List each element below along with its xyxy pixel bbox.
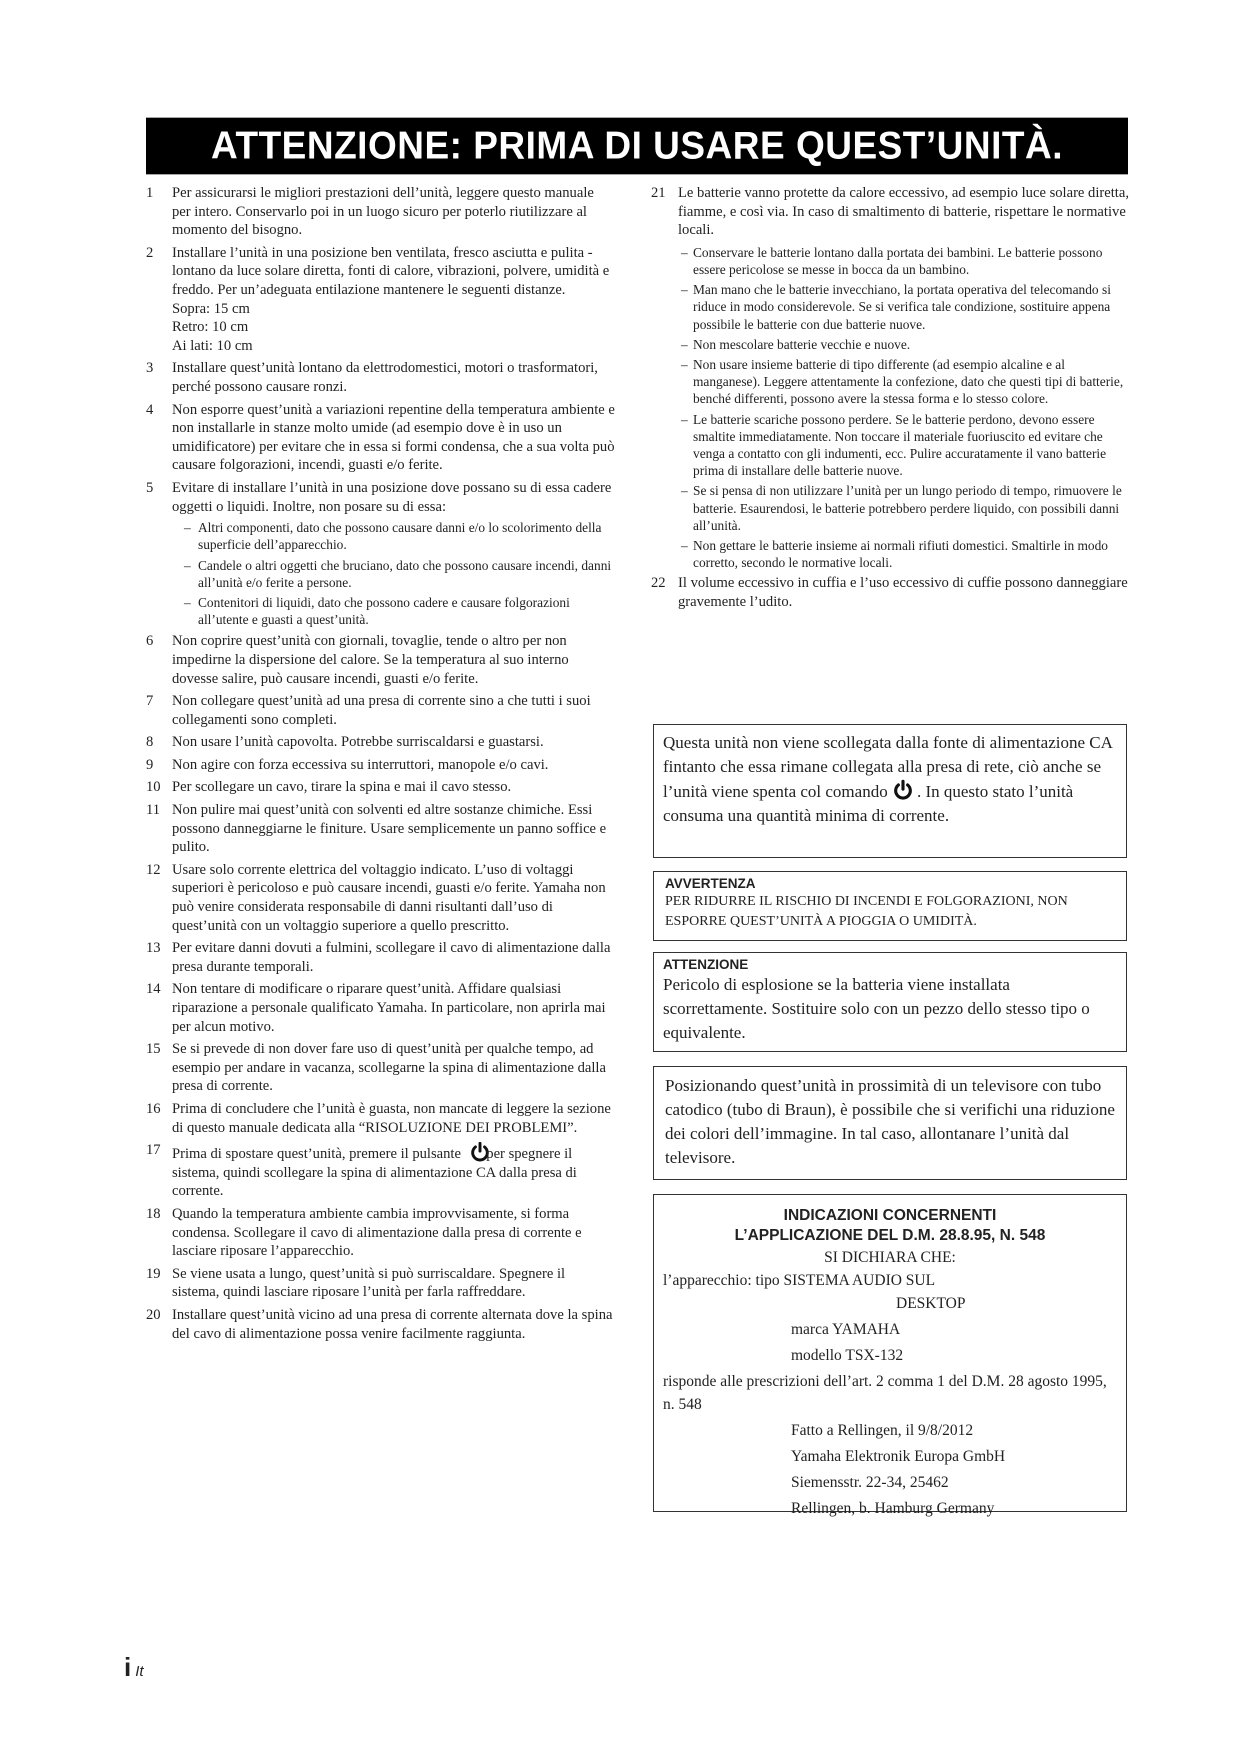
page-number: i xyxy=(124,1652,132,1682)
item-text: Installare l’unità in una posizione ben ventilata, fresco asciutta e pulita - lontano da luce solare diretta, fonti di calore, vibrazioni, polvere, umidità e freddo. Per un’adeguata entilazione mantenere le seguenti distanze. xyxy=(172,244,610,298)
item-text: Quando la temperatura ambiente cambia improvvisamente, si forma condensa. Scollegare il cavo di alimentazione dalla presa di corrente e lasciare riposare l’apparecchio. xyxy=(172,1205,582,1260)
item-text: Se viene usata a lungo, quest’unità si può surriscaldare. Spegnere il sistema, quindi lasciare riposare l’unità per farla raffreddare. xyxy=(172,1265,566,1301)
crt-notice-box xyxy=(653,1066,1127,1180)
list-item xyxy=(146,861,616,935)
item-number: 18 xyxy=(146,1205,161,1222)
power-button-icon xyxy=(892,779,914,801)
safety-list-right xyxy=(651,184,1131,616)
caution-box xyxy=(653,952,1127,1052)
language-code: It xyxy=(135,1663,144,1680)
distance-line: Retro: 10 cm xyxy=(172,319,249,336)
device-brand: marca YAMAHA xyxy=(791,1321,901,1338)
item-number: 5 xyxy=(146,479,154,496)
item-number: 17 xyxy=(146,1142,161,1159)
list-item xyxy=(146,756,616,775)
list-item xyxy=(146,1306,616,1343)
item-text: per spegnere il sistema, quindi scollegare la spina di alimentazione CA dalla presa di corrente. xyxy=(172,1146,577,1200)
item-number: 13 xyxy=(146,940,161,957)
item-number: 20 xyxy=(146,1306,161,1323)
item-text: Usare solo corrente elettrica del voltaggio indicato. L’uso di voltaggi superiori è pericoloso e può causare incendi, guasti e/o ferite. Yamaha non può venire considerata responsabile di danni risultanti dall’uso di quest’unità con un voltaggio superiore a quello prescritto. xyxy=(172,861,606,934)
sub-list-item: – Le batterie scariche possono perdere. Se le batterie perdono, devono essere smaltite immediatamente. Non toccare il materiale fuoriuscito ed evitare che venga a contatto con gli indumenti, ecc. Pulire accuratamente il vano batterie prima di installare delle batterie nuove. xyxy=(651,411,1131,480)
item-number: 12 xyxy=(146,861,161,878)
standby-text-end: . In questo stato l’unità consuma una quantità minima di corrente. xyxy=(663,782,1074,825)
standby-notice-box xyxy=(653,724,1127,858)
item-text: Installare quest’unità lontano da elettrodomestici, motori o trasformatori, perché possono causare ronzi. xyxy=(172,360,598,395)
list-item xyxy=(146,692,616,729)
item-text: Il volume eccessivo in cuffia e l’uso eccessivo di cuffie possono danneggiare gravemente l’udito. xyxy=(678,575,1128,611)
caution-title: ATTENZIONE xyxy=(663,957,749,972)
list-item xyxy=(651,574,1131,611)
item-text: Non esporre quest’unità a variazioni repentine della temperatura ambiente e non installarle in stanze molto umide (ad esempio dove è in uso un umidificatore) per evitare che in essa si formi condensa, che a sua volta può causare folgorazioni, incendi, guasti e/o ferite. xyxy=(172,401,615,474)
item-text: Prima di concludere che l’unità è guasta, non mancate di leggere la sezione di questo manuale dedicata alla “RISOLUZIONE DEI PROBLEMI”. xyxy=(172,1100,611,1136)
list-item xyxy=(146,1205,616,1261)
item-text: Se si prevede di non dover fare uso di quest’unità per qualche tempo, ad esempio per andare in vacanza, scollegarne la spina di alimentazione dalla presa di corrente. xyxy=(172,1041,606,1095)
compliance-text: risponde alle prescrizioni dell’art. 2 comma 1 del D.M. 28 agosto 1995, n. 548 xyxy=(663,1373,1107,1413)
list-item xyxy=(146,244,616,356)
list-item xyxy=(146,980,616,1036)
warning-title: AVVERTENZA xyxy=(665,876,756,891)
sub-list-item: – Contenitori di liquidi, dato che possono cadere e causare folgorazioni all’utente e guasti a quest’unità. xyxy=(172,594,616,628)
sub-list-item: – Conservare le batterie lontano dalla portata dei bambini. Le batterie possono essere pericolose se messe in bocca da un bambino. xyxy=(651,244,1131,278)
item-text: Non collegare quest’unità ad una presa di corrente sino a che tutti i suoi collegamenti sono completi. xyxy=(172,693,591,728)
sub-list-item: – Non mescolare batterie vecchie e nuove. xyxy=(651,336,1131,353)
company-street: Siemensstr. 22-34, 25462 xyxy=(791,1474,949,1491)
standby-text: Questa unità non viene scollegata dalla fonte di alimentazione CA fintanto che essa rimane collegata alla presa di rete, ciò anche se l’unità viene spenta col comando xyxy=(663,733,1112,801)
item-number: 21 xyxy=(651,185,666,201)
device-model: modello TSX-132 xyxy=(791,1347,904,1364)
item-number: 1 xyxy=(146,185,154,201)
item-number: 4 xyxy=(146,401,154,418)
sub-list-item: – Candele o altri oggetti che bruciano, dato che possono causare incendi, danni all’unità e/o ferite a persone. xyxy=(172,557,616,591)
item-number: 14 xyxy=(146,981,161,998)
sub-list xyxy=(651,244,1131,572)
place-date: Fatto a Rellingen, il 9/8/2012 xyxy=(791,1422,974,1439)
sub-list-item: – Man mano che le batterie invecchiano, la portata operativa del telecomando si riduce in modo considerevole. Se si verifica tale condizione, sostituire appena possibile le batterie con due batterie nuove. xyxy=(651,281,1131,333)
sub-list-item: – Non gettare le batterie insieme ai normali rifiuti domestici. Smaltirle in modo corretto, secondo le normative locali. xyxy=(651,537,1131,571)
sub-list-item: – Se si pensa di non utilizzare l’unità per un lungo periodo di tempo, rimuovere le batterie. Esaurendosi, le batterie potrebbero perdere liquido, con possibili danni all’unità. xyxy=(651,482,1131,534)
list-item xyxy=(146,401,616,475)
list-item xyxy=(146,184,616,240)
item-number: 15 xyxy=(146,1041,161,1058)
item-text: Non pulire mai quest’unità con solventi ed altre sostanze chimiche. Essi possono danneggiarne le finiture. Usare semplicemente un panno soffice e pulito. xyxy=(172,802,607,856)
item-number: 16 xyxy=(146,1100,161,1117)
warning-text: PER RIDURRE IL RISCHIO DI INCENDI E FOLGORAZIONI, NON ESPORRE QUEST’UNITÀ A PIOGGIA O UMIDITÀ. xyxy=(665,894,1068,929)
declaration-statement: SI DICHIARA CHE: xyxy=(824,1249,956,1266)
list-item xyxy=(146,733,616,752)
item-number: 8 xyxy=(146,734,154,751)
declaration-subheading: L’APPLICAZIONE DEL D.M. 28.8.95, N. 548 xyxy=(734,1227,1046,1244)
item-text: Per scollegare un cavo, tirare la spina e mai il cavo stesso. xyxy=(172,779,512,796)
sub-list-item: – Altri componenti, dato che possono causare danni e/o lo scolorimento della superficie dell’apparecchio. xyxy=(172,519,616,553)
item-number: 22 xyxy=(651,575,666,592)
list-item xyxy=(146,801,616,857)
list-item xyxy=(146,1141,616,1201)
sub-list-item: – Non usare insieme batterie di tipo differente (ad esempio alcaline e al manganese). Leggere attentamente la confezione, dato che questi tipi di batterie, benché differenti, possono avere la stessa forma e lo stesso colore. xyxy=(651,356,1131,408)
list-item xyxy=(146,778,616,797)
item-number: 9 xyxy=(146,756,154,773)
warning-box xyxy=(653,871,1127,941)
device-type-cont: DESKTOP xyxy=(896,1295,966,1312)
item-text: Le batterie vanno protette da calore eccessivo, ad esempio luce solare diretta, fiamme, e così via. In caso di smaltimento di batterie, rispettare le normative locali. xyxy=(678,185,1129,239)
caution-text: Pericolo di esplosione se la batteria viene installata scorrettamente. Sostituire solo con un pezzo dello stesso tipo o equivalente. xyxy=(663,975,1090,1042)
item-text: Per assicurarsi le migliori prestazioni dell’unità, leggere questo manuale per intero. Conservarlo poi in un luogo sicuro per poterlo riutilizzare al momento del bisogno. xyxy=(172,185,594,239)
device-type: l’apparecchio: tipo SISTEMA AUDIO SUL xyxy=(663,1272,936,1289)
safety-list-left xyxy=(146,184,616,1347)
list-item xyxy=(651,184,1131,240)
item-number: 2 xyxy=(146,244,154,261)
declaration-heading: INDICAZIONI CONCERNENTI xyxy=(783,1207,997,1224)
page-title: ATTENZIONE: PRIMA DI USARE QUEST’UNITÀ. xyxy=(146,118,1128,175)
item-text: Installare quest’unità vicino ad una presa di corrente alternata dove la spina del cavo di alimentazione possa venire facilmente raggiunta. xyxy=(172,1306,613,1342)
item-text: Non coprire quest’unità con giornali, tovaglie, tende o altro per non impedirne la dispersione del calore. Se la temperatura al suo interno dovesse salire, può causare incendi, guasti e/o ferite. xyxy=(172,633,569,687)
list-item xyxy=(146,1100,616,1137)
crt-text: Posizionando quest’unità in prossimità di un televisore con tubo catodico (tubo di Braun), è possibile che si verifichi una riduzione dei colori dell’immagine. In tal caso, allontanare l’unità dal televisore. xyxy=(665,1076,1115,1167)
item-text: Non usare l’unità capovolta. Potrebbe surriscaldarsi e guastarsi. xyxy=(172,734,544,751)
item-text: Prima di spostare quest’unità, premere il pulsante xyxy=(172,1146,461,1163)
distance-line: Sopra: 15 cm xyxy=(172,300,250,317)
list-item xyxy=(146,1040,616,1096)
item-number: 19 xyxy=(146,1265,161,1282)
item-text: Evitare di installare l’unità in una posizione dove possano su di essa cadere oggetti o liquidi. Inoltre, non posare su di essa: xyxy=(172,479,612,515)
company-city: Rellingen, b. Hamburg Germany xyxy=(791,1500,995,1517)
distance-line: Ai lati: 10 cm xyxy=(172,337,253,354)
item-number: 3 xyxy=(146,360,154,377)
item-text: Per evitare danni dovuti a fulmini, scollegare il cavo di alimentazione dalla presa durante temporali. xyxy=(172,940,611,975)
item-number: 10 xyxy=(146,779,161,796)
list-item xyxy=(146,359,616,396)
page-footer xyxy=(124,1652,144,1683)
item-number: 11 xyxy=(146,802,161,819)
list-item xyxy=(146,939,616,976)
item-text: Non tentare di modificare o riparare quest’unità. Affidare qualsiasi riparazione a personale qualificato Yamaha. In particolare, non aprirla mai per alcun motivo. xyxy=(172,981,606,1035)
item-text: Non agire con forza eccessiva su interruttori, manopole e/o cavi. xyxy=(172,756,549,773)
sub-list xyxy=(172,519,616,628)
item-number: 6 xyxy=(146,633,154,650)
list-item xyxy=(146,479,616,628)
company-name: Yamaha Elektronik Europa GmbH xyxy=(791,1448,1006,1465)
item-number: 7 xyxy=(146,693,154,710)
list-item xyxy=(146,1265,616,1302)
declaration-box xyxy=(653,1194,1127,1517)
list-item xyxy=(146,632,616,688)
